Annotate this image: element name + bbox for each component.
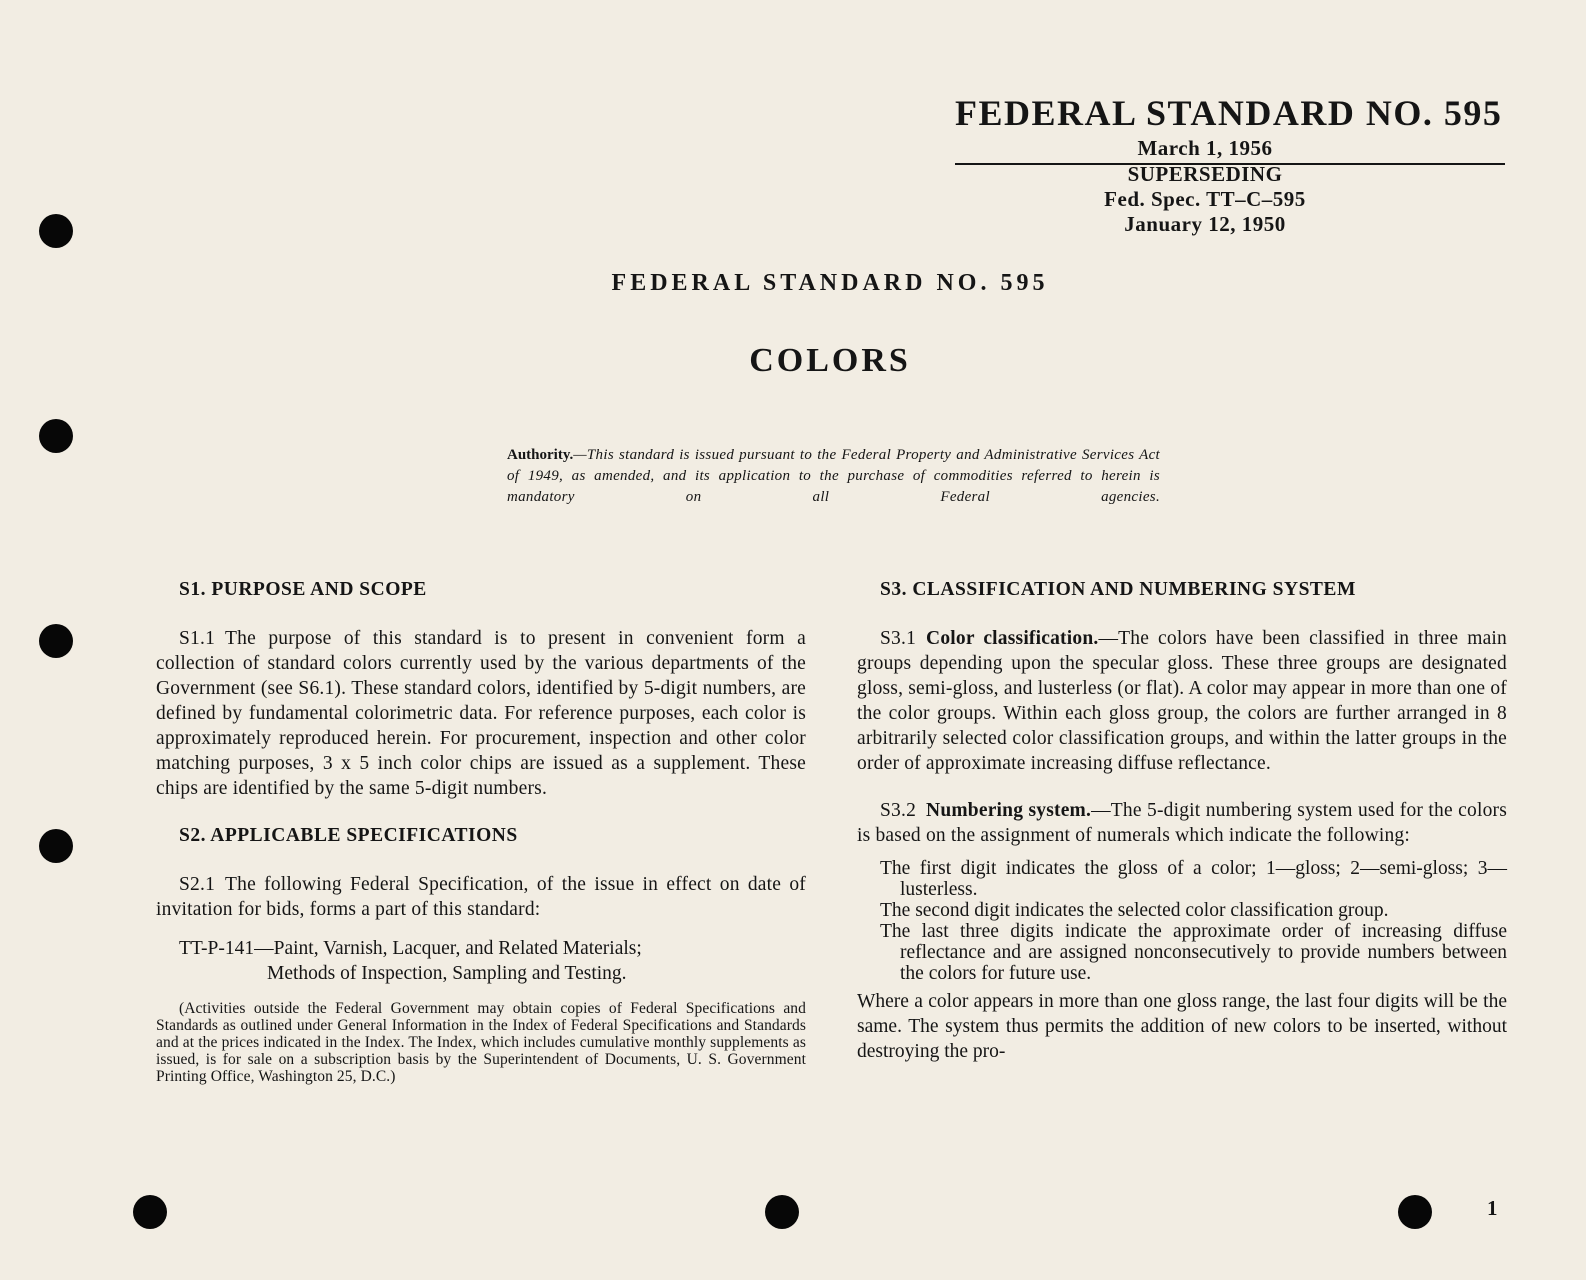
paragraph-label: S1.1 (179, 628, 216, 649)
page-number: 1 (1487, 1196, 1498, 1220)
digit-list (857, 858, 1507, 984)
availability-note: (Activities outside the Federal Government may obtain copies of Federal Specifications and Standards as outlined under General Information in the Index of Federal Specifications and Standards and at the prices indicated in the Index. The Index, which includes cumulative monthly supplements as issued, is for sale on a subscription basis by the Superintendent of Documents, U. S. Government Printing Office, Washington 25, D.C.) (156, 1000, 806, 1085)
paragraph-s3-1 (857, 626, 1507, 776)
paragraph-text: —The 5-digit numbering system used for the colors is based on the assignment of numerals which indicate the following: (857, 800, 1507, 846)
authority-label: Authority. (507, 447, 574, 463)
binder-hole (133, 1195, 167, 1229)
paragraph-title: Numbering system. (926, 800, 1092, 821)
section-heading-s1: S1. PURPOSE AND SCOPE (179, 579, 427, 600)
binder-hole (39, 419, 73, 453)
document-title: COLORS (749, 342, 911, 379)
binder-hole (39, 214, 73, 248)
header-spec-date: January 12, 1950 (1124, 212, 1286, 236)
authority-statement (507, 445, 1160, 508)
section-heading-s2: S2. APPLICABLE SPECIFICATIONS (179, 825, 518, 846)
header-date: March 1, 1956 (1137, 136, 1273, 160)
binder-hole (765, 1195, 799, 1229)
list-item: The last three digits indicate the approximate order of increasing diffuse reflectance and are assigned nonconsecutively to provide numbers between the colors for future use. (880, 921, 1507, 984)
paragraph-s3-2-continued: Where a color appears in more than one gloss range, the last four digits will be the same. The system thus permits the addition of new colors to be inserted, without destroying the pro- (857, 991, 1507, 1062)
spec-reference (179, 936, 806, 986)
right-column (857, 577, 1507, 1064)
list-item: The first digit indicates the gloss of a color; 1—gloss; 2—semi-gloss; 3—lusterless. (880, 858, 1507, 900)
paragraph-s3-2 (857, 798, 1507, 848)
header-spec: Fed. Spec. TT–C–595 (1104, 187, 1306, 211)
paragraph-label: S2.1 (179, 874, 216, 895)
spec-reference-line: TT-P-141—Paint, Varnish, Lacquer, and Related Materials; (179, 938, 642, 959)
paragraph-s1-1 (156, 626, 806, 801)
paragraph-title: Color classification. (926, 628, 1099, 649)
header-title: FEDERAL STANDARD NO. 595 (955, 93, 1503, 133)
paragraph-text: —The colors have been classified in three main groups depending upon the specular gloss. These three groups are designated gloss, semi-gloss, and lusterless (or flat). A color may appear in more than one of the color groups. Within each gloss group, the colors are further arranged in 8 arbitrarily selected color classification groups, and within the latter groups in the order of approximate increasing diffuse reflectance. (857, 628, 1507, 774)
paragraph-text: The purpose of this standard is to present in convenient form a collection of standard colors currently used by the various departments of the Government (see S6.1). These standard colors, identified by 5-digit numbers, are defined by fundamental colorimetric data. For reference purposes, each color is approximately reproduced herein. For procurement, inspection and other color matching purposes, 3 x 5 inch color chips are issued as a supplement. These chips are identified by the same 5-digit numbers. (156, 628, 806, 799)
section-heading-s3: S3. CLASSIFICATION AND NUMBERING SYSTEM (880, 579, 1356, 600)
paragraph-text: The following Federal Specification, of the issue in effect on date of invitation for bids, forms a part of this standard: (156, 874, 806, 920)
paragraph-s2-1 (156, 872, 806, 922)
list-item: The second digit indicates the selected color classification group. (880, 900, 1389, 921)
header-superseding: SUPERSEDING (1127, 162, 1283, 186)
paragraph-label: S3.2 (880, 800, 917, 821)
binder-hole (1398, 1195, 1432, 1229)
paragraph-label: S3.1 (880, 628, 917, 649)
binder-hole (39, 829, 73, 863)
spec-reference-line: Methods of Inspection, Sampling and Testing. (267, 963, 627, 984)
binder-hole (39, 624, 73, 658)
authority-text: —This standard is issued pursuant to the Federal Property and Administrative Services Act of 1949, as amended, and its application to the purchase of commodities referred to herein is mandatory on all Federal agencies. (507, 447, 1160, 505)
left-column (156, 577, 806, 1085)
document-subtitle: FEDERAL STANDARD NO. 595 (611, 270, 1049, 296)
